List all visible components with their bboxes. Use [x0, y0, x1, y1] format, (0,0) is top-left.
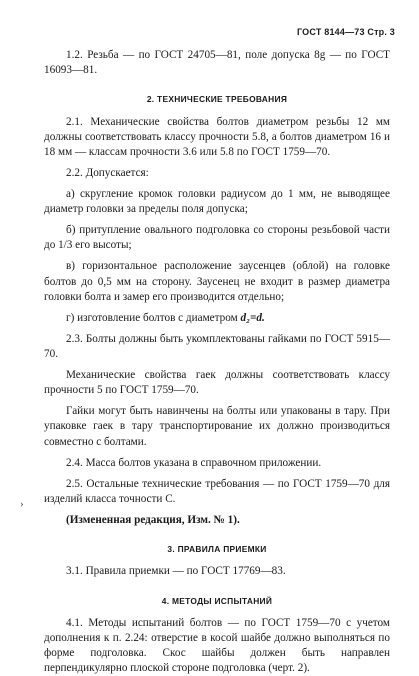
paragraph-2-5: 2.5. Остальные технические требования — по ГОСТ 1759—70 для изделий класса точности С. [44, 477, 390, 505]
paragraph-1-2: 1.2. Резьба — по ГОСТ 24705—81, поле допуска 8g — по ГОСТ 16093—81. [44, 49, 390, 77]
formula-d2-equals-d: d₂=d. [240, 311, 265, 324]
paragraph-2-2-g [44, 311, 390, 326]
paragraph-2-3-nuts-properties: Механические свойства гаек должны соответствовать классу прочности 5 по ГОСТ 1759—70. [44, 369, 390, 397]
section-heading-3: 3. ПРАВИЛА ПРИЕМКИ [167, 544, 267, 555]
paragraph-2-2-b: б) притупление овального подголовка со стороны резьбовой части до 1/3 его высоты; [44, 224, 390, 252]
paragraph-2-3: 2.3. Болты должны быть укомплектованы гайками по ГОСТ 5915—70. [44, 332, 390, 360]
paragraph-2-2-a: а) скругление кромок головки радиусом до 1 мм, не выводящее диаметр головки за пределы поля допуска; [44, 188, 390, 216]
paragraph-2-3-nuts-packing: Гайки могут быть навинчены на болты или упакованы в тару. При упаковке гаек в тару транспортирование их должно производиться совместно с болтами. [44, 405, 390, 448]
paragraph-2-1: 2.1. Механические свойства болтов диаметром резьбы 12 мм должны соответствовать классу прочности 5.8, а болтов диаметром 16 и 18 мм — классам прочности 3.6 или 5.8 по ГОСТ 1759—70. [44, 115, 390, 158]
paragraph-2-2-v: в) горизонтальное расположение заусенцев (облой) на головке болтов до 0,5 мм на сторону. Заусенец не входит в размер диаметра головки болта и замер его производится отдельно; [44, 260, 390, 303]
amendment-note: (Измененная редакция, Изм. № 1). [66, 513, 240, 526]
margin-mark: › [20, 498, 24, 510]
paragraph-2-2-g-text: г) изготовление болтов с диаметром [66, 311, 241, 324]
paragraph-2-2: 2.2. Допускается: [66, 166, 149, 179]
page-content [44, 48, 390, 676]
page-header: ГОСТ 8144—73 Стр. 3 [296, 27, 395, 37]
paragraph-2-4: 2.4. Масса болтов указана в справочном приложении. [66, 456, 322, 469]
section-heading-4: 4. МЕТОДЫ ИСПЫТАНИЙ [161, 595, 273, 606]
paragraph-3-1: 3.1. Правила приемки — по ГОСТ 17769—83. [66, 565, 286, 578]
section-heading-2: 2. ТЕХНИЧЕСКИЕ ТРЕБОВАНИЯ [146, 94, 288, 105]
paragraph-4-1: 4.1. Методы испытаний болтов — по ГОСТ 1759—70 с учетом дополнения к п. 2.24: отверстие в косой шайбе должно выполняться по форме подголовка. Скос шайбы должен быть направлен перпендикулярно плоской стороне подголовка (черт. 2). [44, 616, 390, 675]
